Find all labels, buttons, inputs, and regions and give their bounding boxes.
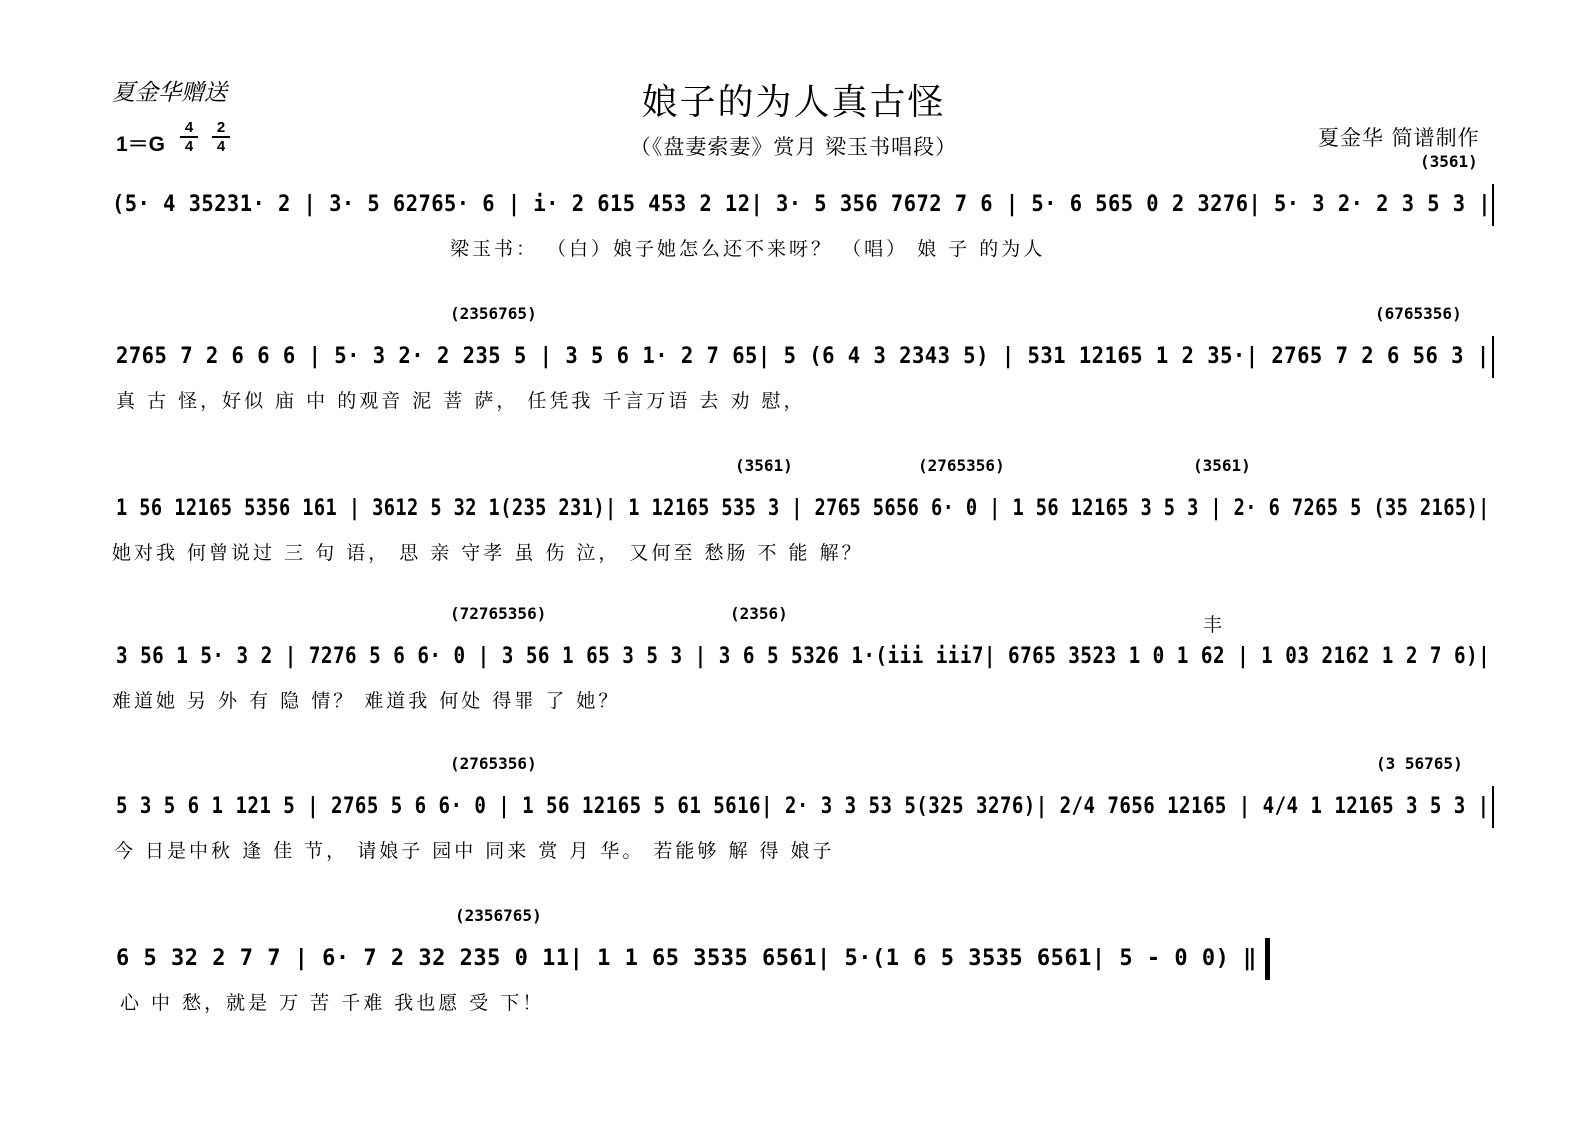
ornament: (2356765) <box>455 906 542 925</box>
time-signature-2: 2 4 <box>210 119 232 155</box>
notation-line: 2765 7 2 6 6 6 | 5· 3 2· 2 235 5 | 3 5 6 1· 2 7 65| 5 (6 4 3 2343 5) | 531 12165 1 2 35·| 2765 7 2 6 56 3 | <box>116 344 1490 369</box>
ornament: (72765356) <box>450 604 547 623</box>
staff-row-3 <box>0 456 1587 566</box>
ornament: (6765356) <box>1375 304 1462 323</box>
page-title: 娘子的为人真古怪 <box>641 82 946 123</box>
staff-row-6 <box>0 906 1587 1016</box>
author-credit: 夏金华 简谱制作 <box>1318 126 1480 150</box>
notation-line: (5· 4 35231· 2 | 3· 5 62765· 6 | i· 2 615 453 2 12| 3· 5 356 7672 7 6 | 5· 6 565 0 2 3276| 5· 3 2· 2 3 5 3 | <box>112 192 1492 217</box>
ornament: (3561) <box>1420 152 1478 171</box>
ornament-mark: 丰 <box>1203 614 1223 636</box>
staff-row-1 <box>0 152 1587 262</box>
ornament: (3561) <box>735 456 793 475</box>
ornament: (2765356) <box>450 754 537 773</box>
ornament: (2765356) <box>918 456 1005 475</box>
lyrics-line: 今 日是中秋 逢 佳 节， 请娘子 园中 同来 赏 月 华。 若能够 解 得 娘子 <box>114 840 835 862</box>
barline <box>1492 184 1494 226</box>
notation-line: 5 3 5 6 1 121 5 | 2765 5 6 6· 0 | 1 56 12165 5 61 5616| 2· 3 3 53 5(325 3276)| 2/4 7656 12165 | 4/4 1 12165 3 5 3 | <box>116 794 1490 819</box>
final-barline <box>1265 938 1270 980</box>
barline <box>1492 336 1494 378</box>
ornament: (3561) <box>1193 456 1251 475</box>
lyrics-line: 难道她 另 外 有 隐 情？ 难道我 何处 得罪 了 她？ <box>112 690 621 712</box>
lyrics-line: 她对我 何曾说过 三 句 语， 思 亲 守孝 虽 伤 泣， 又何至 愁肠 不 能 解？ <box>112 542 864 564</box>
staff-row-4 <box>0 604 1587 714</box>
time-signature-1: 4 4 <box>178 119 200 155</box>
page-subtitle: （《盘妻索妻》赏月 梁玉书唱段） <box>629 135 958 159</box>
barline <box>1492 786 1494 828</box>
lyrics-line: 心 中 愁，就是 万 苦 千难 我也愿 受 下！ <box>120 992 545 1014</box>
lyrics-line: 梁玉书： （白）娘子她怎么还不来呀？ （唱） 娘 子 的为人 <box>450 238 1046 260</box>
notation-line: 6 5 32 2 7 7 | 6· 7 2 32 235 0 11| 1 1 65 3535 6561| 5·(1 6 5 3535 6561| 5 - 0 0) ‖ <box>116 946 1257 971</box>
notation-line: 3 56 1 5· 3 2 | 7276 5 6 6· 0 | 3 56 1 65 3 5 3 | 3 6 5 5326 1·(iii iii7| 6765 3523 1 0 1 62 | 1 03 2162 1 2 7 6)| <box>116 644 1491 669</box>
ornament: (2356765) <box>450 304 537 323</box>
ornament: (3 56765) <box>1376 754 1463 773</box>
notation-line: 1 56 12165 5356 161 | 3612 5 32 1(235 231)| 1 12165 535 3 | 2765 5656 6· 0 | 1 56 12165 3 5 3 | 2· 6 7265 5 (35 2165)| <box>116 496 1490 521</box>
staff-row-2 <box>0 304 1587 414</box>
gift-note: 夏金华赠送 <box>112 80 227 106</box>
staff-row-5 <box>0 754 1587 864</box>
key-signature: 1＝G <box>116 133 166 156</box>
ornament: (2356) <box>730 604 788 623</box>
lyrics-line: 真 古 怪，好似 庙 中 的观音 泥 菩 萨， 任凭我 千言万语 去 劝 慰， <box>116 390 806 412</box>
